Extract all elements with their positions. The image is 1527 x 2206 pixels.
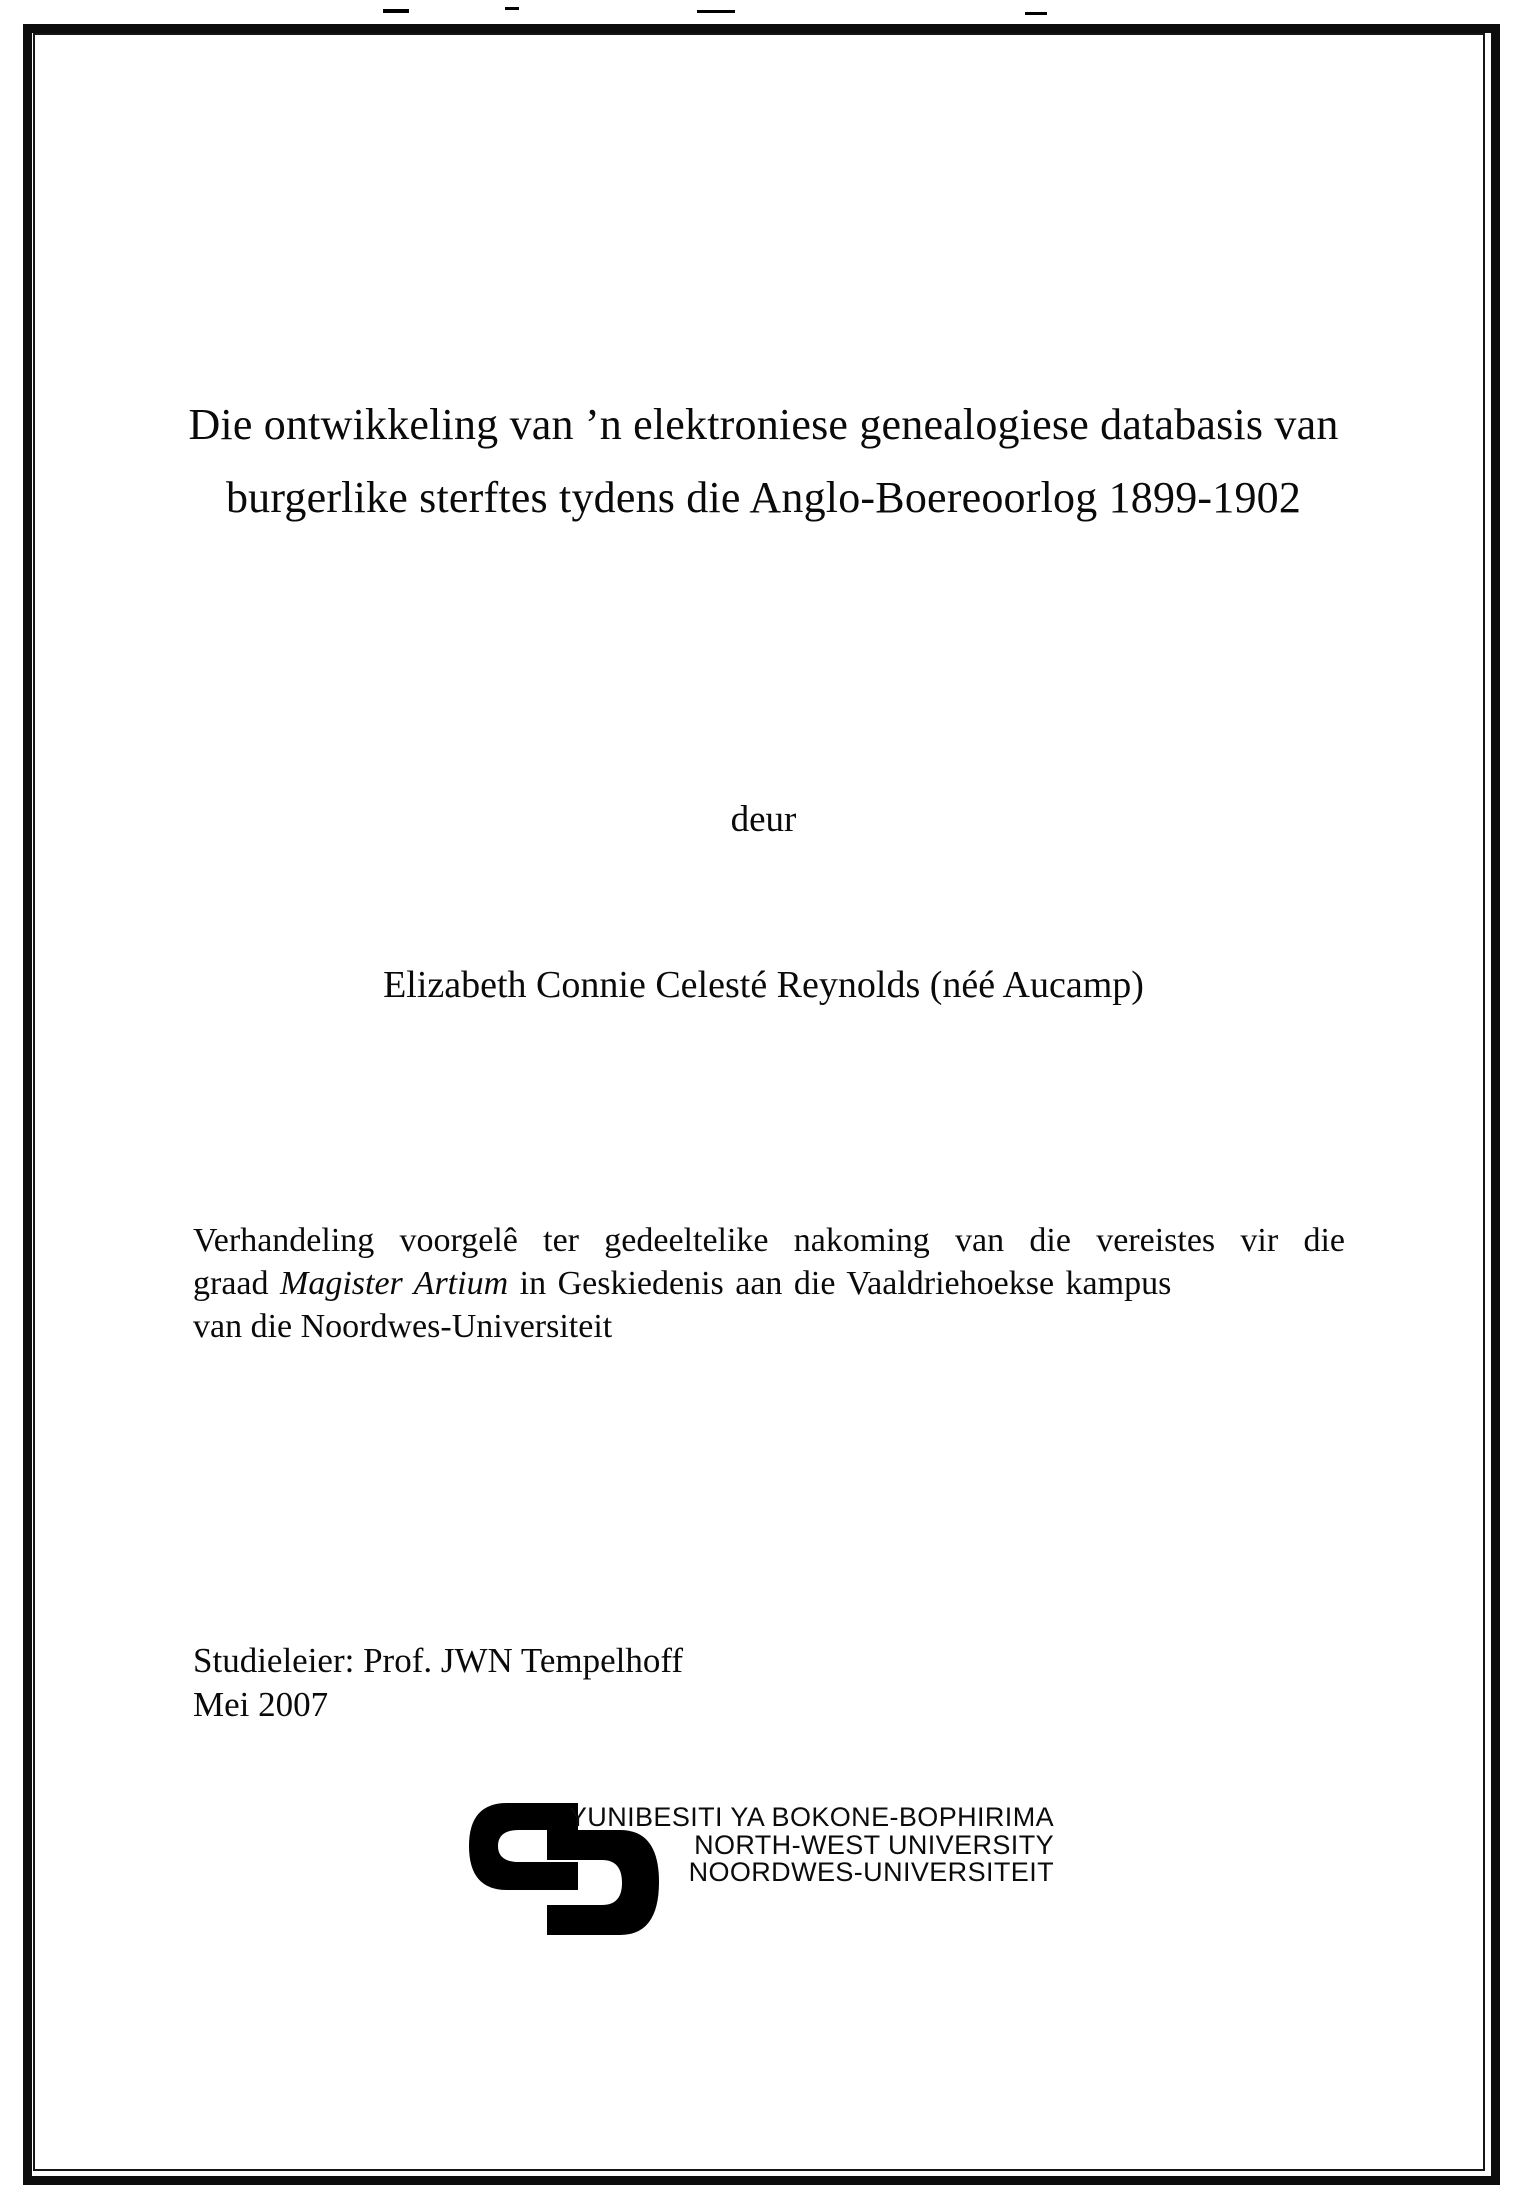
thesis-title (186, 388, 1341, 534)
date-line: Mei 2007 (193, 1685, 329, 1724)
byline-preposition: deur (730, 799, 797, 840)
scan-artifact (505, 7, 519, 10)
university-name-afrikaans: NOORDWES-UNIVERSITEIT (688, 1857, 1054, 1887)
university-name-english: NORTH-WEST UNIVERSITY (694, 1829, 1054, 1860)
scan-artifact (1025, 12, 1047, 15)
thesis-title-line-1: Die ontwikkeling van ’n elektroniese genealogiese databasis van (188, 400, 1339, 449)
author-name: Elizabeth Connie Celesté Reynolds (néé Aucamp) (383, 964, 1144, 1006)
thesis-title-line-2: burgerlike sterftes tydens die Anglo-Boereoorlog 1899-1902 (225, 473, 1302, 522)
degree-declaration (193, 1219, 1345, 1348)
university-wordmark (560, 1804, 1054, 1887)
scan-artifact (697, 10, 735, 13)
declaration-line-2 (193, 1262, 1345, 1305)
supervisor-line: Studieleier: Prof. JWN Tempelhoff (193, 1641, 684, 1680)
declaration-line-3: van die Noordwes-Universiteit (193, 1308, 613, 1345)
declaration-line-1: Verhandeling voorgelê ter gedeeltelike nakoming van die vereistes vir die (193, 1222, 1345, 1259)
scan-artifact (383, 9, 409, 13)
declaration-line2-pre: graad (193, 1265, 281, 1302)
supervisor-block (193, 1639, 683, 1727)
declaration-line2-post: in Geskiedenis aan die Vaaldriehoekse kampus (508, 1265, 1172, 1302)
degree-name-italic: Magister Artium (280, 1265, 509, 1302)
university-name-setswana: YUNIBESITI YA BOKONE-BOPHIRIMA (568, 1802, 1054, 1832)
